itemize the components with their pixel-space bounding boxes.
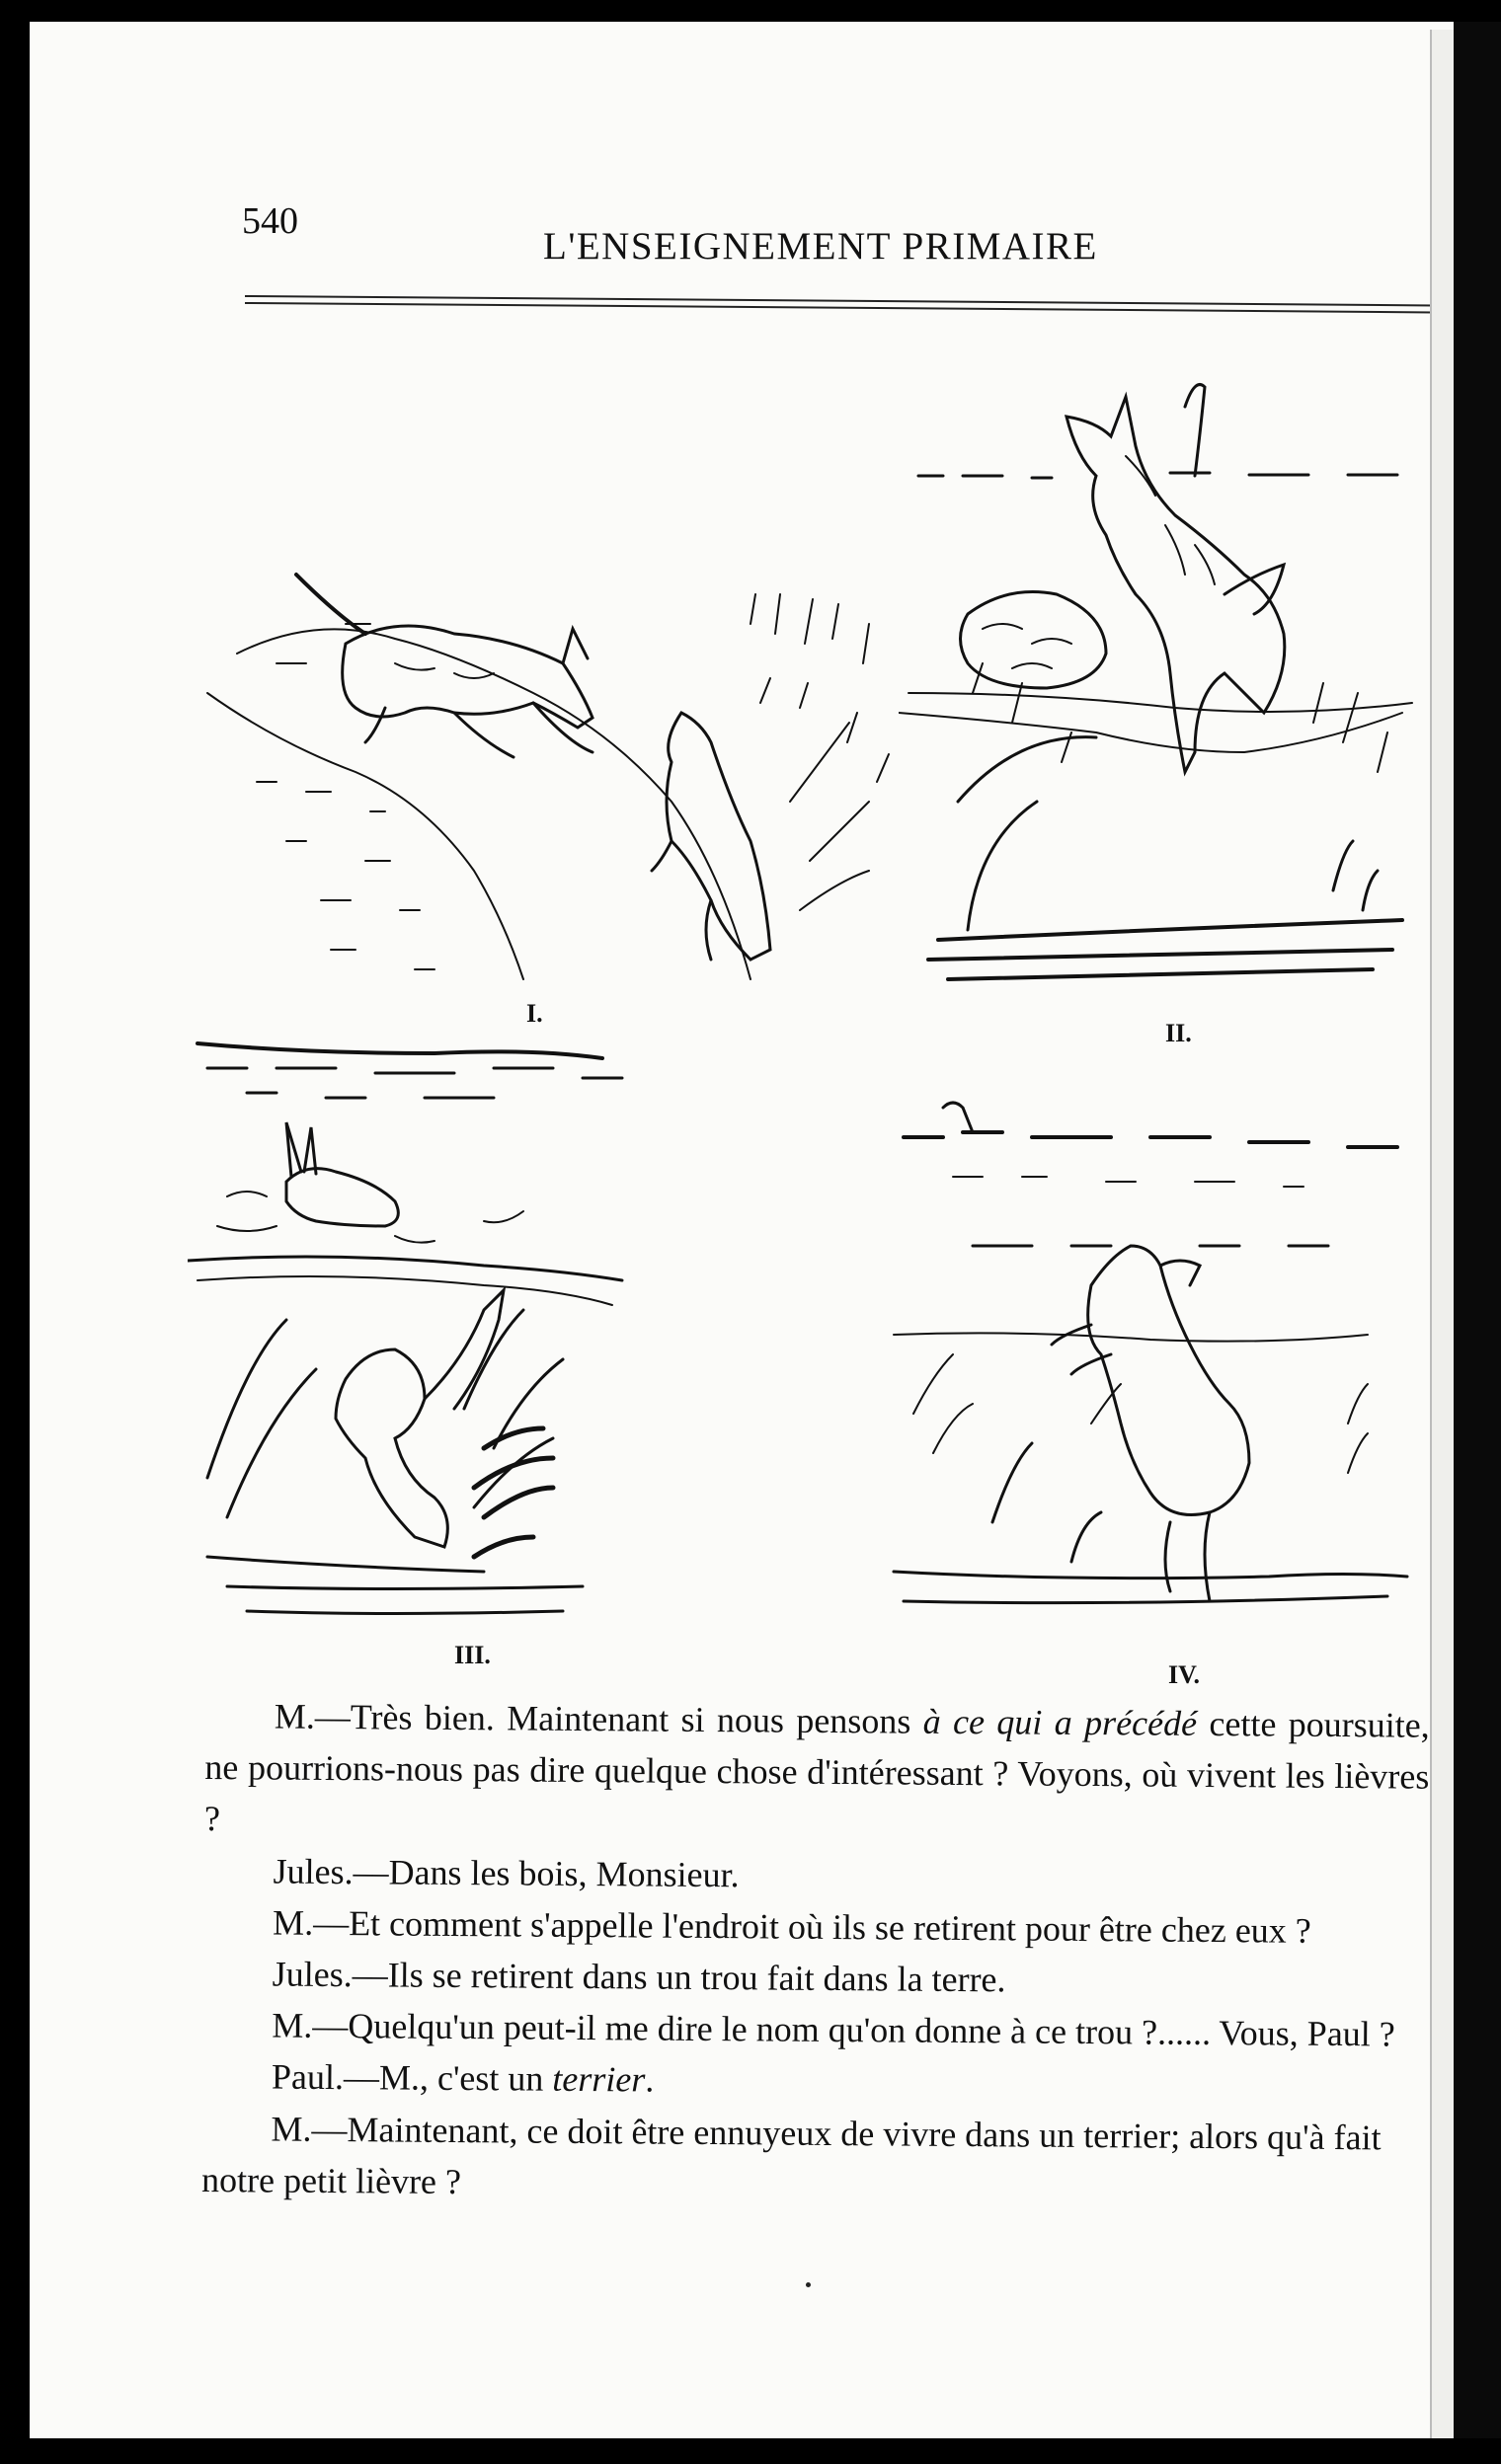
figure-caption: III. [454, 1641, 491, 1669]
illustration-3 [188, 1024, 741, 1636]
ink-speck [806, 2282, 811, 2287]
running-title: L'ENSEIGNEMENT PRIMAIRE [543, 225, 1098, 268]
paragraph: Jules.—Dans les bois, Monsieur. [273, 1851, 740, 1894]
page-number: 540 [242, 200, 298, 242]
paragraph: Jules.—Ils se retirent dans un trou fait dans la terre. [272, 1954, 1006, 2000]
text-run: cette poursuite, ne pourrions-nous pas dire quelque chose d'intéressant ? Voyons, où vivent les lièvres ? [203, 1703, 1430, 1839]
text-run: . [645, 2059, 655, 2100]
body-text [201, 1690, 1430, 2215]
italic-text: terrier [552, 2059, 646, 2100]
page [30, 22, 1454, 2438]
scan-border [1454, 22, 1501, 2438]
text-run: M.—Très bien. Maintenant si nous pensons [274, 1696, 923, 1741]
paragraph: M.—Quelqu'un peut-il me dire le nom qu'on donne à ce trou ?...... Vous, Paul ? [272, 2005, 1395, 2054]
figure-caption: II. [1165, 1019, 1192, 1047]
illustration-4 [874, 1088, 1437, 1641]
figure-caption: IV. [1168, 1660, 1201, 1689]
illustration-2 [899, 377, 1452, 1009]
paragraph [204, 1690, 1430, 1854]
figure-caption: I. [526, 999, 543, 1028]
page-edge [1430, 30, 1454, 2438]
paragraph: M.—Et comment s'appelle l'endroit où ils se retirent pour être chez eux ? [272, 1902, 1311, 1951]
paragraph [202, 2050, 1427, 2112]
text-run: Paul.—M., c'est un [271, 2056, 553, 2100]
italic-text: à ce qui a précédé [922, 1701, 1198, 1743]
paragraph: M.—Maintenant, ce doit être ennuyeux de vivre dans un terrier; alors qu'à fait notre petit lièvre ? [200, 2109, 1382, 2201]
illustration-1 [198, 545, 908, 1009]
